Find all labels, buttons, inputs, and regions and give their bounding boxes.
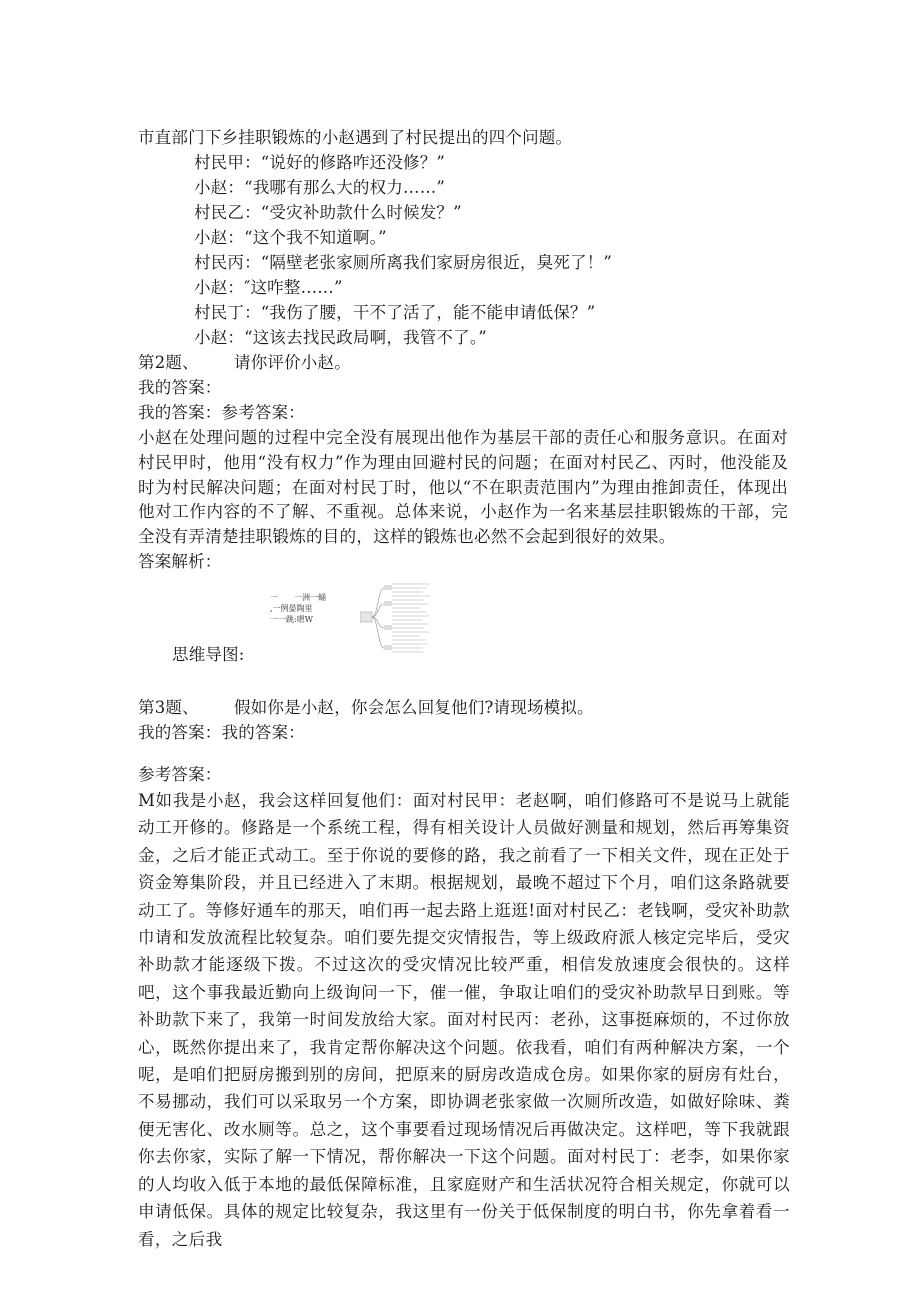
question-3-heading — [138, 696, 594, 720]
dialogue-line: 小赵：″这咋整……” — [194, 278, 343, 297]
my-answer-label: 我的答案：我的答案： — [138, 723, 305, 742]
dialogue-line: 村民丁：“我伤了腰，干不了活了，能不能申请低保？” — [194, 303, 596, 322]
dialogue-line: 小赵：“这个我不知道啊。” — [194, 228, 387, 247]
mindmap-text-line: ,一例晏陶里 — [270, 604, 313, 613]
my-answer-label: 我的答案： — [138, 378, 222, 397]
dialogue-line: 村民丙：“隔壁老张家厕所离我们家厨房很近，臭死了！” — [194, 253, 613, 272]
mindmap-diagram-image — [360, 582, 436, 658]
dialogue-line: 村民乙：“受灾补助款什么时候发？” — [194, 203, 462, 222]
dialogue-line: 小赵：“这该去找民政局啊，我管不了。” — [194, 328, 487, 347]
question-number: 第2题、 — [138, 353, 199, 372]
analysis-label: 答案解析： — [138, 552, 222, 571]
question-prompt: 假如你是小赵，你会怎么回复他们?请现场模拟。 — [234, 698, 594, 717]
question-2-heading — [138, 351, 351, 375]
q2-answer-text: 小赵在处理问题的过程中完全没有展现出他作为基层干部的责任心和服务意识。在面对村民甲时，他用“没有权力”作为理由回避村民的问题；在面对村民乙、丙时，他没能及时为村民解决问题；在面对村民丁时，他以“不在职责范围内”为理由推卸责任，体现出他对工作内容的不了解、不重视。总体来说，小赵作为一名来基层挂职锻炼的干部，完全没有弄清楚挂职锻炼的目的，这样的锻炼也必然不会起到很好的效果。 — [138, 428, 788, 547]
q3-answer-text: M如我是小赵，我会这样回复他们：面对村民甲：老赵啊，咱们修路可不是说马上就能动工开修的。修路是一个系统工程，得有相关设计人员做好测量和规划，然后再筹集资金，之后才能正式动工。至于你说的要修的路，我之前看了一下相关文件，现在正处于资金筹集阶段，并且已经进入了末期。根据规划，最晚不超过下个月，咱们这条路就要动工了。等修好通车的那天，咱们再一起去路上逛逛!面对村民乙：老钱啊，受灾补助款巾请和发放流程比较复杂。咱们要先提交灾情报告，等上级政府派人核定完毕后，受灾补助款才能逐级下拨。不过这次的受灾情况比较严重，相信发放速度会很快的。这样吧，这个事我最近勤向上级询问一下，催一催，争取让咱们的受灾补助款早日到账。等补助款下来了，我第一时间发放给大家。面对村民丙：老孙，这事挺麻烦的，不过你放心，既然你提出来了，我肯定帮你解决这个问题。依我看，咱们有两种解决方案，一个呢，是咱们把厨房搬到别的房间，把原来的厨房改造成仓房。如果你家的厨房有灶台，不易挪动，我们可以采取另一个方案，即协调老张家做一次厕所改造，如做好除味、粪便无害化、改水厕等。总之，这个事要看过现场情况后再做决定。这样吧，等下我就跟你去你家，实际了解一下情况，帮你解决一下这个问题。面对村民丁：老李，如果你家的人均收入低于本地的最低保障标准，且家庭财产和生活状况符合相关规定，你就可以申请低保。具体的规定比较复杂，我这里有一份关于低保制度的明白书，你先拿着看一看，之后我 — [138, 791, 790, 1249]
mindmap-thumbnail-text — [270, 592, 360, 628]
dialogue-line: 村民甲：“说好的修路咋还没修？” — [194, 153, 446, 172]
intro-text: 市直部门下乡挂职锻炼的小赵遇到了村民提出的四个问题。 — [138, 128, 573, 147]
reference-answer-label: 参考答案： — [138, 765, 222, 784]
question-prompt: 请你评价小赵。 — [234, 353, 351, 372]
mindmap-text-line: 一一跳:嗯W — [270, 615, 313, 624]
mindmap-text-line: 一 一洲一蛹 — [270, 593, 326, 602]
question-number: 第3题、 — [138, 698, 199, 717]
reference-answer-label: 我的答案：参考答案： — [138, 403, 305, 422]
mindmap-label: 思维导图: — [172, 645, 245, 664]
dialogue-line: 小赵：“我哪有那么大的权力……” — [194, 178, 446, 197]
